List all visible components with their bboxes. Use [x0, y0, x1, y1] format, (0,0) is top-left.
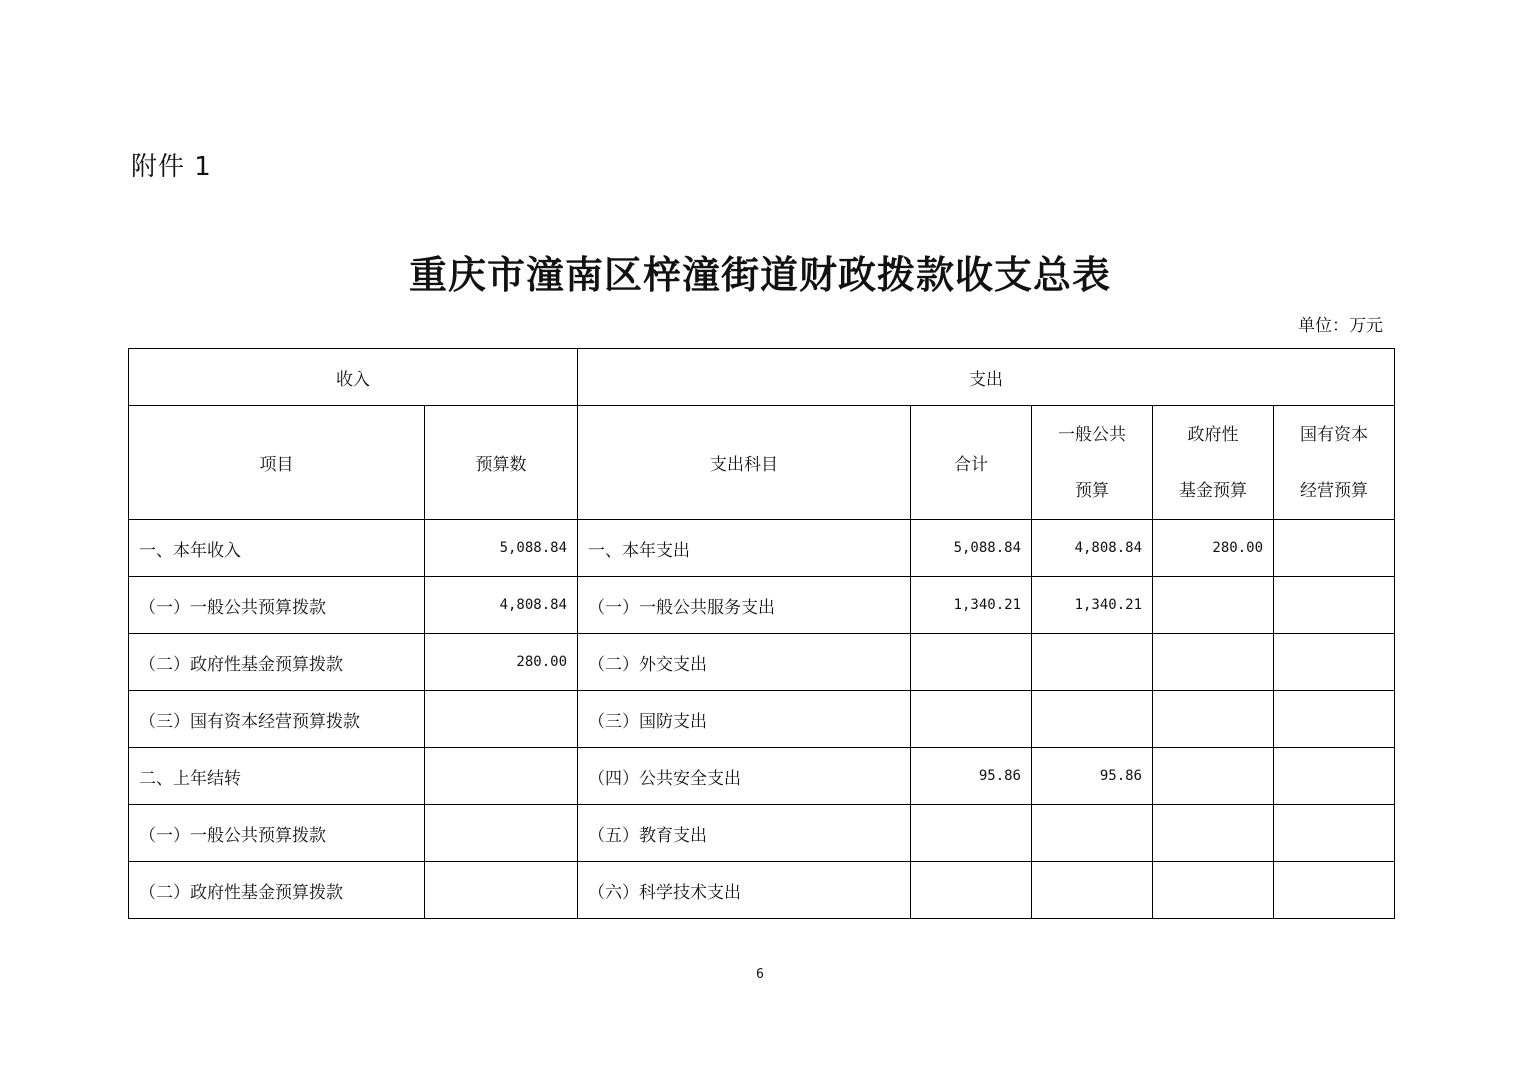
state-capital-header-line1: 国有资本: [1300, 424, 1368, 445]
expense-subject-header: 支出科目: [578, 406, 911, 520]
income-item-cell: （二）政府性基金预算拨款: [129, 862, 425, 919]
gov-fund-header: [1153, 406, 1274, 520]
general-public-header-line2: 预算: [1075, 480, 1109, 501]
total-cell: 1,340.21: [911, 577, 1032, 634]
income-amount-cell: [425, 691, 578, 748]
table-row: [129, 862, 1395, 919]
total-cell: [911, 805, 1032, 862]
expenditure-header: 支出: [578, 349, 1395, 406]
general-cell: 95.86: [1032, 748, 1153, 805]
unit-label: 单位：万元: [1298, 316, 1383, 336]
capital-cell: [1274, 748, 1395, 805]
gov-fund-header-line1: 政府性: [1187, 424, 1239, 445]
income-amount-cell: 5,088.84: [425, 520, 578, 577]
page-title: 重庆市潼南区梓潼街道财政拨款收支总表: [408, 252, 1111, 297]
income-item-cell: （一）一般公共预算拨款: [129, 805, 425, 862]
income-item-cell: 一、本年收入: [129, 520, 425, 577]
table-row: [129, 520, 1395, 577]
budget-table: [128, 348, 1395, 919]
general-cell: [1032, 634, 1153, 691]
gov-fund-header-line2: 基金预算: [1179, 480, 1247, 501]
fund-cell: 280.00: [1153, 520, 1274, 577]
income-amount-cell: [425, 805, 578, 862]
header-row-1: [129, 349, 1395, 406]
total-header: 合计: [911, 406, 1032, 520]
income-item-cell: （二）政府性基金预算拨款: [129, 634, 425, 691]
total-cell: [911, 862, 1032, 919]
capital-cell: [1274, 805, 1395, 862]
expense-item-cell: （五）教育支出: [578, 805, 911, 862]
general-public-header: [1032, 406, 1153, 520]
capital-cell: [1274, 691, 1395, 748]
general-cell: 4,808.84: [1032, 520, 1153, 577]
income-item-cell: （三）国有资本经营预算拨款: [129, 691, 425, 748]
budget-amount-header: 预算数: [425, 406, 578, 520]
table-row: [129, 691, 1395, 748]
fund-cell: [1153, 862, 1274, 919]
total-cell: 5,088.84: [911, 520, 1032, 577]
attachment-label: 附件 1: [131, 152, 212, 182]
general-cell: [1032, 691, 1153, 748]
state-capital-header: [1274, 406, 1395, 520]
total-cell: [911, 634, 1032, 691]
item-header: 项目: [129, 406, 425, 520]
header-row-2: [129, 406, 1395, 520]
expense-item-cell: （二）外交支出: [578, 634, 911, 691]
table-row: [129, 634, 1395, 691]
income-item-cell: （一）一般公共预算拨款: [129, 577, 425, 634]
total-cell: [911, 691, 1032, 748]
fund-cell: [1153, 577, 1274, 634]
expense-item-cell: （三）国防支出: [578, 691, 911, 748]
table-row: [129, 577, 1395, 634]
fund-cell: [1153, 805, 1274, 862]
table-row: [129, 748, 1395, 805]
expense-item-cell: （六）科学技术支出: [578, 862, 911, 919]
total-cell: 95.86: [911, 748, 1032, 805]
general-cell: [1032, 862, 1153, 919]
income-amount-cell: [425, 748, 578, 805]
expense-item-cell: （一）一般公共服务支出: [578, 577, 911, 634]
capital-cell: [1274, 520, 1395, 577]
fund-cell: [1153, 634, 1274, 691]
income-item-cell: 二、上年结转: [129, 748, 425, 805]
fund-cell: [1153, 691, 1274, 748]
expense-item-cell: 一、本年支出: [578, 520, 911, 577]
capital-cell: [1274, 862, 1395, 919]
income-amount-cell: [425, 862, 578, 919]
general-cell: 1,340.21: [1032, 577, 1153, 634]
table-row: [129, 805, 1395, 862]
capital-cell: [1274, 634, 1395, 691]
general-public-header-line1: 一般公共: [1058, 424, 1126, 445]
income-header: 收入: [129, 349, 578, 406]
capital-cell: [1274, 577, 1395, 634]
page-number: 6: [756, 967, 764, 982]
general-cell: [1032, 805, 1153, 862]
state-capital-header-line2: 经营预算: [1300, 480, 1368, 501]
income-amount-cell: 280.00: [425, 634, 578, 691]
expense-item-cell: （四）公共安全支出: [578, 748, 911, 805]
income-amount-cell: 4,808.84: [425, 577, 578, 634]
fund-cell: [1153, 748, 1274, 805]
